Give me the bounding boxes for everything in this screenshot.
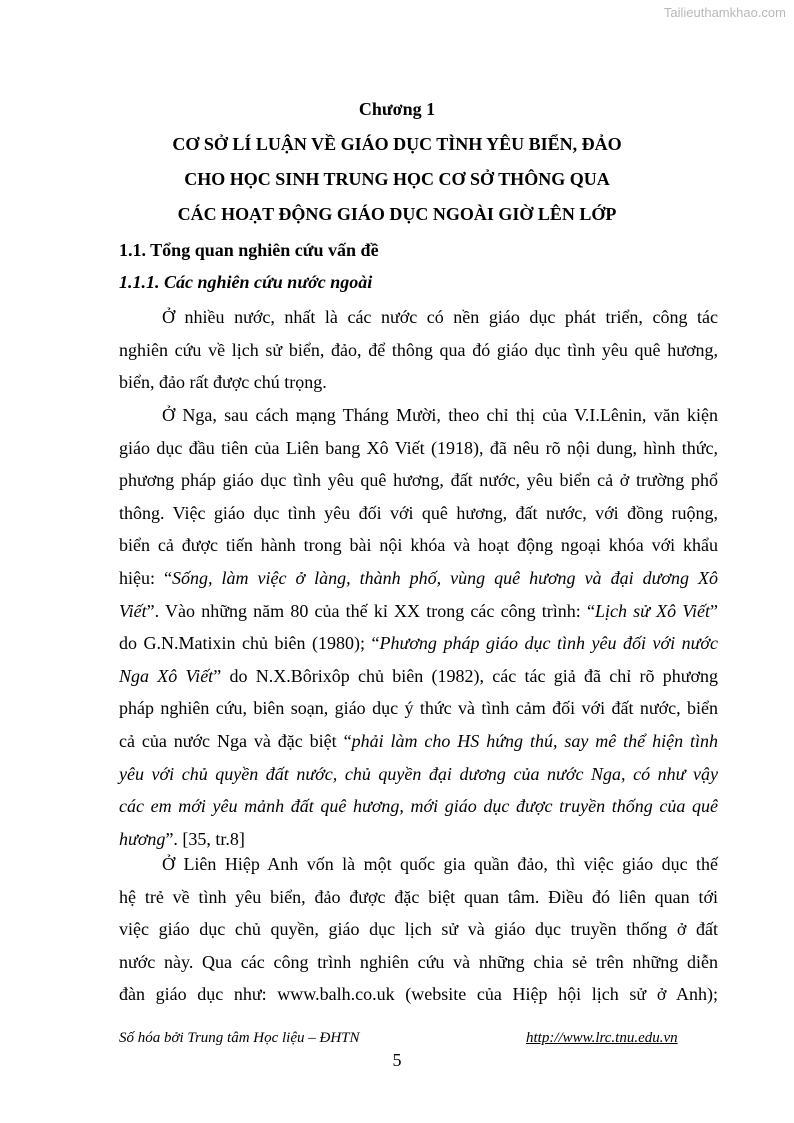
text-run: do G.N.Matixin chủ biên (1980); “ xyxy=(119,633,380,654)
text-line: thông. Việc giáo dục tình yêu đối với quê hương, đất nước, với đồng ruộng, xyxy=(119,502,718,523)
text-run: ” do N.X.Bôrixôp chủ biên (1982), các tác giả đã chỉ rõ phương xyxy=(213,665,718,686)
text-line: Ở Nga, sau cách mạng Tháng Mười, theo chỉ thị của V.I.Lênin, văn kiện xyxy=(162,405,718,425)
chapter-heading xyxy=(0,92,794,232)
paragraph-3 xyxy=(119,848,718,1011)
text-line: nước này. Qua các công trình nghiên cứu và những chia sẻ trên những diễn xyxy=(119,951,718,972)
text-line: Ở nhiều nước, nhất là các nước có nền giáo dục phát triển, công tác xyxy=(162,307,718,327)
text-line: biển, đảo rất được chú trọng. xyxy=(119,372,327,393)
text-line xyxy=(119,595,718,628)
text-line xyxy=(119,627,718,660)
chapter-title-line: CƠ SỞ LÍ LUẬN VỀ GIÁO DỤC TÌNH YÊU BIỂN, ĐẢO xyxy=(172,134,622,154)
book-title: Phương pháp giáo dục tình yêu đối với nước xyxy=(379,633,719,654)
text-run: cả của nước Nga và đặc biệt “ xyxy=(119,730,352,751)
chapter-title-line: CÁC HOẠT ĐỘNG GIÁO DỤC NGOÀI GIỜ LÊN LỚP xyxy=(177,204,617,224)
text-run: ”. Vào những năm 80 của thế kỉ XX trong các công trình: “ xyxy=(146,600,595,621)
chapter-number: Chương 1 xyxy=(358,99,436,119)
text-line xyxy=(119,660,718,693)
text-line xyxy=(119,758,718,791)
text-line: nghiên cứu về lịch sử biển, đảo, để thông qua đó giáo dục tình yêu quê hương, xyxy=(119,339,718,360)
watermark: Tailieuthamkhao.com xyxy=(663,5,786,20)
footer-link[interactable]: http://www.lrc.tnu.edu.vn xyxy=(526,1030,678,1046)
text-line: đàn giáo dục như: www.balh.co.uk (website của Hiệp hội lịch sử ở Anh); xyxy=(119,984,718,1005)
book-title: Lịch sử Xô Viết xyxy=(594,600,710,621)
subsection-heading: 1.1.1. Các nghiên cứu nước ngoài xyxy=(119,272,373,292)
text-run: hiệu: “ xyxy=(119,567,172,588)
text-line: phương pháp giáo dục tình yêu quê hương, đất nước, yêu biển cả ở trường phổ xyxy=(119,470,718,491)
text-line: hệ trẻ về tình yêu biển, đảo được đặc biệt quan tâm. Điều đó liên quan tới xyxy=(119,886,718,907)
text-line: việc giáo dục chủ quyền, giáo dục lịch sử và giáo dục truyền thống ở đất xyxy=(119,919,718,940)
text-run: ” xyxy=(710,600,718,621)
text-line: pháp nghiên cứu, biên soạn, giáo dục ý thức và tình cảm đối với đất nước, biển xyxy=(119,698,718,719)
text-line: Ở Liên Hiệp Anh vốn là một quốc gia quần đảo, thì việc giáo dục thế xyxy=(162,854,718,874)
quote-text: các em mới yêu mảnh đất quê hương, mới giáo dục được truyền thống của quê xyxy=(119,796,718,817)
text-line xyxy=(119,562,718,595)
section-heading: 1.1. Tổng quan nghiên cứu vấn đề xyxy=(119,240,379,260)
citation: ”. [35, tr.8] xyxy=(165,828,245,849)
quote-text: Viết xyxy=(119,600,147,621)
quote-text: yêu với chủ quyền đất nước, chủ quyền đại dương của nước Nga, có như vậy xyxy=(119,763,718,784)
chapter-title-line: CHO HỌC SINH TRUNG HỌC CƠ SỞ THÔNG QUA xyxy=(184,169,610,189)
book-title: Nga Xô Viết xyxy=(119,665,214,686)
paragraph-2 xyxy=(119,399,718,855)
text-line xyxy=(119,790,718,823)
paragraph-1 xyxy=(119,301,718,399)
quote-text: hương xyxy=(119,828,166,849)
text-line: giáo dục đầu tiên của Liên bang Xô Viết (1918), đã nêu rõ nội dung, hình thức, xyxy=(119,437,718,458)
page-number: 5 xyxy=(392,1050,402,1070)
text-line: biển cả được tiến hành trong bài nội khóa và hoạt động ngoại khóa với khẩu xyxy=(119,535,718,556)
text-line xyxy=(119,725,718,758)
quote-text: phải làm cho HS hứng thú, say mê thể hiện tình xyxy=(351,730,718,751)
footer-credit: Số hóa bởi Trung tâm Học liệu – ĐHTN xyxy=(119,1030,360,1046)
quote-text: Sống, làm việc ở làng, thành phố, vùng quê hương và đại dương Xô xyxy=(172,567,719,588)
